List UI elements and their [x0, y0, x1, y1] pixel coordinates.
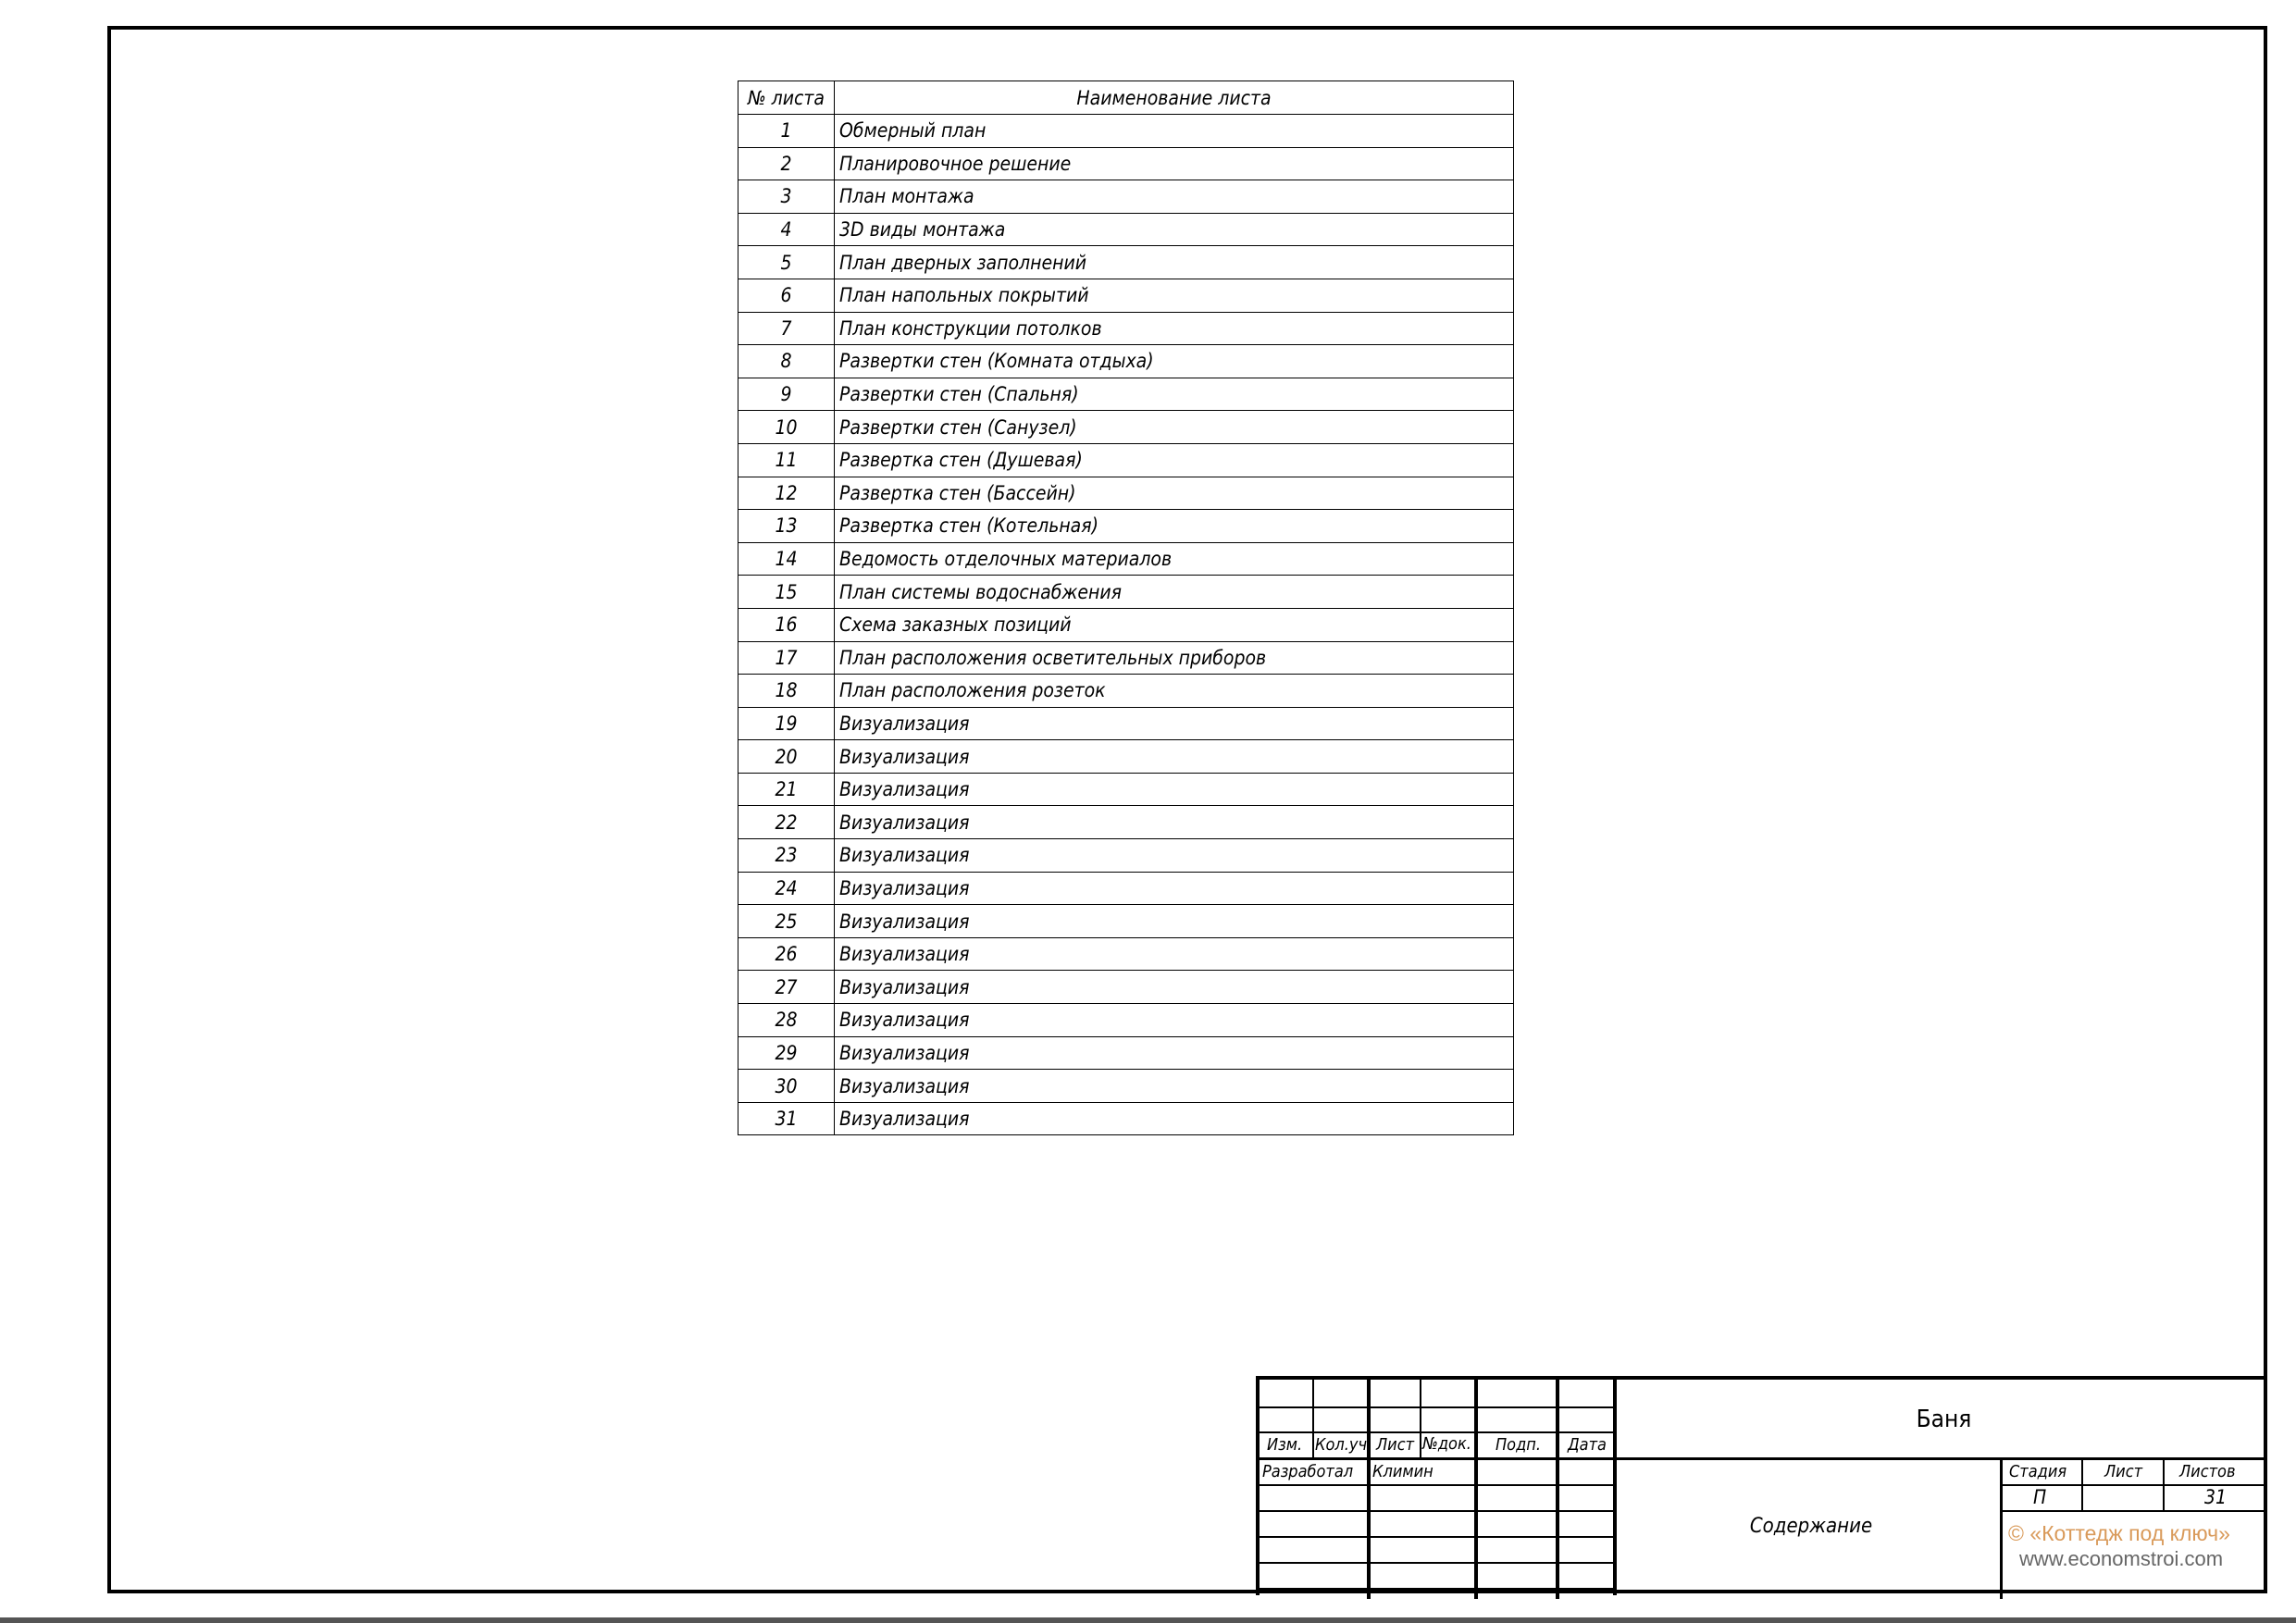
sheet-number: 3 [738, 180, 835, 214]
divider [1474, 1380, 1478, 1599]
table-row [738, 872, 1514, 905]
table-row [738, 312, 1514, 345]
divider [1260, 1562, 1613, 1564]
sheet-number: 12 [738, 477, 835, 510]
sheet-number: 4 [738, 213, 835, 246]
sheet-name: Визуализация [835, 971, 1514, 1004]
sheet-number: 2 [738, 147, 835, 180]
table-row [738, 1102, 1514, 1135]
sheet-name: Визуализация [835, 806, 1514, 839]
project-title: Баня [1916, 1406, 1972, 1433]
sheet-name: Развертки стен (Комната отдыха) [835, 345, 1514, 378]
sheet-number: 14 [738, 542, 835, 576]
divider [1260, 1484, 1613, 1486]
sheet-number: 22 [738, 806, 835, 839]
divider [1367, 1380, 1371, 1599]
table-row [738, 608, 1514, 641]
sheet-number: 9 [738, 378, 835, 411]
sheet-name: Визуализация [835, 1070, 1514, 1103]
sheet-name: План расположения осветительных приборов [835, 641, 1514, 675]
sheet-number: 28 [738, 1004, 835, 1037]
sheet-name: План конструкции потолков [835, 312, 1514, 345]
table-row [738, 443, 1514, 477]
sheet-name: Визуализация [835, 740, 1514, 774]
company-site: www.economstroi.com [2019, 1547, 2224, 1570]
table-row [738, 740, 1514, 774]
sheet-name: Визуализация [835, 1102, 1514, 1135]
sheet-number: 7 [738, 312, 835, 345]
sheet-number: 20 [738, 740, 835, 774]
table-row [738, 147, 1514, 180]
sheet-name: Визуализация [835, 1036, 1514, 1070]
sheet-number: 30 [738, 1070, 835, 1103]
sheet-name: Развертки стен (Санузел) [835, 411, 1514, 444]
sheet-name: Визуализация [835, 1004, 1514, 1037]
sheet-number: 5 [738, 246, 835, 279]
table-row [738, 115, 1514, 148]
divider [1312, 1380, 1314, 1458]
table-row [738, 905, 1514, 938]
table-row [738, 246, 1514, 279]
contents-table [738, 81, 1514, 1135]
sheet-number: 24 [738, 872, 835, 905]
table-row [738, 971, 1514, 1004]
table-row [738, 707, 1514, 740]
sheet-number: 26 [738, 937, 835, 971]
table-header-row [738, 81, 1514, 115]
table-row [738, 345, 1514, 378]
divider [1260, 1457, 1613, 1460]
table-row [738, 1004, 1514, 1037]
label-podp: Подп. [1496, 1435, 1542, 1455]
table-row [738, 576, 1514, 609]
table-row [738, 641, 1514, 675]
sheet-name: План расположения розеток [835, 675, 1514, 708]
table-row [738, 180, 1514, 214]
label-izm: Изм. [1267, 1435, 1303, 1455]
sheets-total-value: 31 [2204, 1486, 2228, 1508]
divider [1556, 1380, 1559, 1599]
divider [1260, 1536, 1613, 1538]
sheet-name: Развертка стен (Бассейн) [835, 477, 1514, 510]
table-row [738, 806, 1514, 839]
sheet-name: Развертка стен (Душевая) [835, 443, 1514, 477]
label-list: Лист [1376, 1435, 1415, 1455]
sheet-name: Визуализация [835, 707, 1514, 740]
table-row [738, 773, 1514, 806]
sheet-number: 13 [738, 510, 835, 543]
divider [2000, 1510, 2267, 1512]
sheet-number: 27 [738, 971, 835, 1004]
sheet-number: 11 [738, 443, 835, 477]
sheet-name: Визуализация [835, 872, 1514, 905]
author-name: Климин [1372, 1462, 1433, 1481]
table-row [738, 279, 1514, 312]
sheet-name: План дверных заполнений [835, 246, 1514, 279]
sheet-title: Содержание [1749, 1515, 1873, 1538]
sheet-name: План монтажа [835, 180, 1514, 214]
divider [1617, 1457, 2267, 1460]
sheet-name: Визуализация [835, 937, 1514, 971]
label-stadiya: Стадия [2009, 1462, 2067, 1481]
divider [1420, 1380, 1421, 1458]
sheet-name: Обмерный план [835, 115, 1514, 148]
sheet-number: 18 [738, 675, 835, 708]
bottom-strip [0, 1617, 2296, 1623]
sheet-name: 3D виды монтажа [835, 213, 1514, 246]
table-row [738, 477, 1514, 510]
sheet-number: 15 [738, 576, 835, 609]
sheet-name: Визуализация [835, 839, 1514, 873]
label-kol-uch: Кол.уч. [1315, 1435, 1372, 1455]
table-row [738, 675, 1514, 708]
label-n-dok: №док. [1422, 1434, 1471, 1454]
sheet-name: План напольных покрытий [835, 279, 1514, 312]
label-sheets-total: Листов [2179, 1462, 2236, 1481]
label-data: Дата [1568, 1435, 1607, 1455]
table-row [738, 542, 1514, 576]
table-row [738, 378, 1514, 411]
company-stamp: © «Коттедж под ключ» [2008, 1521, 2230, 1545]
sheet-number: 23 [738, 839, 835, 873]
table-row [738, 213, 1514, 246]
sheet-name: Развертки стен (Спальня) [835, 378, 1514, 411]
table-row [738, 411, 1514, 444]
sheet-name: Визуализация [835, 773, 1514, 806]
header-sheet-name: Наименование листа [835, 81, 1514, 115]
table-row [738, 510, 1514, 543]
sheet-number: 25 [738, 905, 835, 938]
sheet-number: 19 [738, 707, 835, 740]
sheet-name: План системы водоснабжения [835, 576, 1514, 609]
divider [1260, 1588, 1613, 1590]
sheet-name: Развертка стен (Котельная) [835, 510, 1514, 543]
label-razrabotal: Разработал [1262, 1462, 1354, 1481]
sheet-name: Ведомость отделочных материалов [835, 542, 1514, 576]
table-row [738, 1070, 1514, 1103]
sheet-number: 29 [738, 1036, 835, 1070]
sheet-number: 10 [738, 411, 835, 444]
sheet-number: 21 [738, 773, 835, 806]
sheet-number: 16 [738, 608, 835, 641]
stage-value: П [2033, 1486, 2047, 1508]
table-row [738, 1036, 1514, 1070]
header-sheet-number: № листа [738, 81, 835, 115]
sheet-name: Планировочное решение [835, 147, 1514, 180]
sheet-name: Визуализация [835, 905, 1514, 938]
divider [1260, 1406, 1613, 1408]
sheet-number: 6 [738, 279, 835, 312]
sheet-name: Схема заказных позиций [835, 608, 1514, 641]
sheet-number: 1 [738, 115, 835, 148]
label-sheet: Лист [2104, 1462, 2143, 1481]
table-row [738, 937, 1514, 971]
sheet-number: 8 [738, 345, 835, 378]
title-block-revisions [1256, 1376, 1613, 1595]
divider [1260, 1510, 1613, 1512]
sheet-number: 31 [738, 1102, 835, 1135]
sheet-number: 17 [738, 641, 835, 675]
divider [1260, 1431, 1613, 1433]
table-row [738, 839, 1514, 873]
